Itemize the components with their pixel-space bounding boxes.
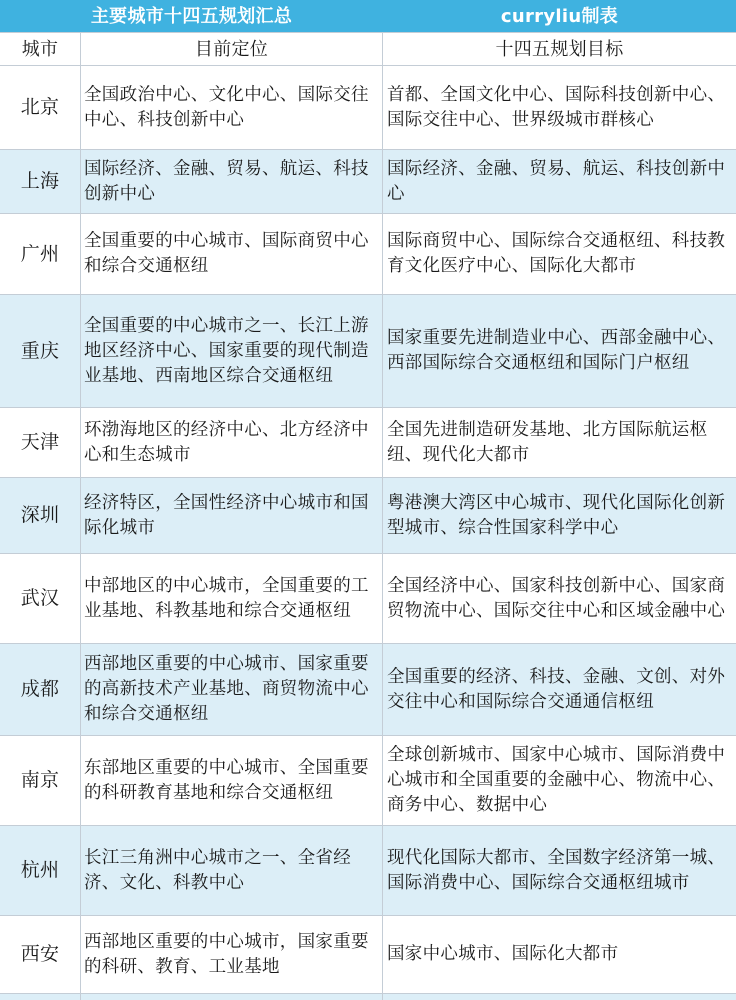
plan-goal-cell: 首都、全国文化中心、国际科技创新中心、国际交往中心、世界级城市群核心: [387, 84, 726, 130]
plan-goal-cell: 现代化国际大都市、全国数字经济第一城、国际消费中心、国际综合交通枢纽城市: [387, 847, 726, 893]
table-author: curryliu制表: [500, 5, 619, 27]
current-position-cell: 全国重要的中心城市之一、长江上游地区经济中心、国家重要的现代制造业基地、西南地区综合交通枢纽: [81, 295, 383, 407]
current-position-cell: 西部地区重要的中心城市、国家重要的高新技术产业基地、商贸物流中心和综合交通枢纽: [81, 644, 383, 735]
current-position-cell: 经济特区，全国性经济中心城市和国际化城市: [81, 478, 383, 553]
table-row: [0, 408, 736, 478]
current-position-cell: 西部地区重要的中心城市，国家重要的科研、教育、工业基地: [81, 916, 383, 993]
city-cell: 上海: [0, 150, 81, 213]
city-cell: 广州: [0, 214, 81, 294]
table-title: 主要城市十四五规划汇总: [90, 5, 293, 27]
table-row: [0, 554, 736, 644]
current-position-cell: 中部地区的中心城市，全国重要的工业基地、科教基地和综合交通枢纽: [81, 554, 383, 643]
header-row: [0, 33, 736, 66]
city-cell: 深圳: [0, 478, 81, 553]
city-cell: 武汉: [0, 554, 81, 643]
table-row: [0, 150, 736, 214]
table-row-cut: [0, 994, 736, 1000]
current-position-cell: 全国政治中心、文化中心、国际交往中心、科技创新中心: [81, 66, 383, 149]
table-row: [0, 826, 736, 916]
plan-goal-cell: 全国先进制造研发基地、北方国际航运枢纽、现代化大都市: [387, 419, 708, 465]
plan-goal-cell: 全国重要的经济、科技、金融、文创、对外交往中心和国际综合交通通信枢纽: [387, 666, 726, 712]
plan-goal-cell: 国际商贸中心、国际综合交通枢纽、科技教育文化医疗中心、国际化大都市: [387, 231, 726, 276]
column-header-current: 目前定位: [81, 33, 383, 65]
table-row: [0, 66, 736, 150]
table-row: [0, 214, 736, 295]
current-position-cell: 环渤海地区的经济中心、北方经济中心和生态城市: [81, 408, 383, 477]
city-cell: 南京: [0, 736, 81, 825]
current-position-cell: 长江三角洲中心城市之一、全省经济、文化、科教中心: [81, 826, 383, 915]
current-position-cell: 东部地区重要的中心城市、全国重要的科研教育基地和综合交通枢纽: [81, 736, 383, 825]
city-cell: 天津: [0, 408, 81, 477]
current-position-cell: 全国重要的中心城市、国际商贸中心和综合交通枢纽: [81, 214, 383, 294]
table-row: [0, 916, 736, 994]
table-row: [0, 736, 736, 826]
table-row: [0, 295, 736, 408]
city-cell: 北京: [0, 66, 81, 149]
column-header-city: 城市: [0, 33, 81, 65]
city-cell: 成都: [0, 644, 81, 735]
column-header-plan: 十四五规划目标: [495, 38, 624, 60]
table-row: [0, 644, 736, 736]
plan-goal-cell: 国际经济、金融、贸易、航运、科技创新中心: [387, 158, 726, 204]
city-cell: 杭州: [0, 826, 81, 915]
plan-goal-cell: 国家中心城市、国际化大都市: [387, 944, 619, 964]
plan-goal-cell: 国家重要先进制造业中心、西部金融中心、西部国际综合交通枢纽和国际门户枢纽: [387, 328, 726, 373]
title-row: [0, 0, 736, 33]
city-cell: 西安: [0, 916, 81, 993]
table-row: [0, 478, 736, 554]
plan-goal-cell: 全国经济中心、国家科技创新中心、国家商贸物流中心、国际交往中心和区域金融中心: [387, 575, 726, 621]
plan-goal-cell: 全球创新城市、国家中心城市、国际消费中心城市和全国重要的金融中心、物流中心、商务中心、数据中心: [387, 745, 726, 815]
plan-goal-cell: 粤港澳大湾区中心城市、现代化国际化创新型城市、综合性国家科学中心: [387, 492, 726, 538]
current-position-cell: 国际经济、金融、贸易、航运、科技创新中心: [81, 150, 383, 213]
city-cell: 重庆: [0, 295, 81, 407]
